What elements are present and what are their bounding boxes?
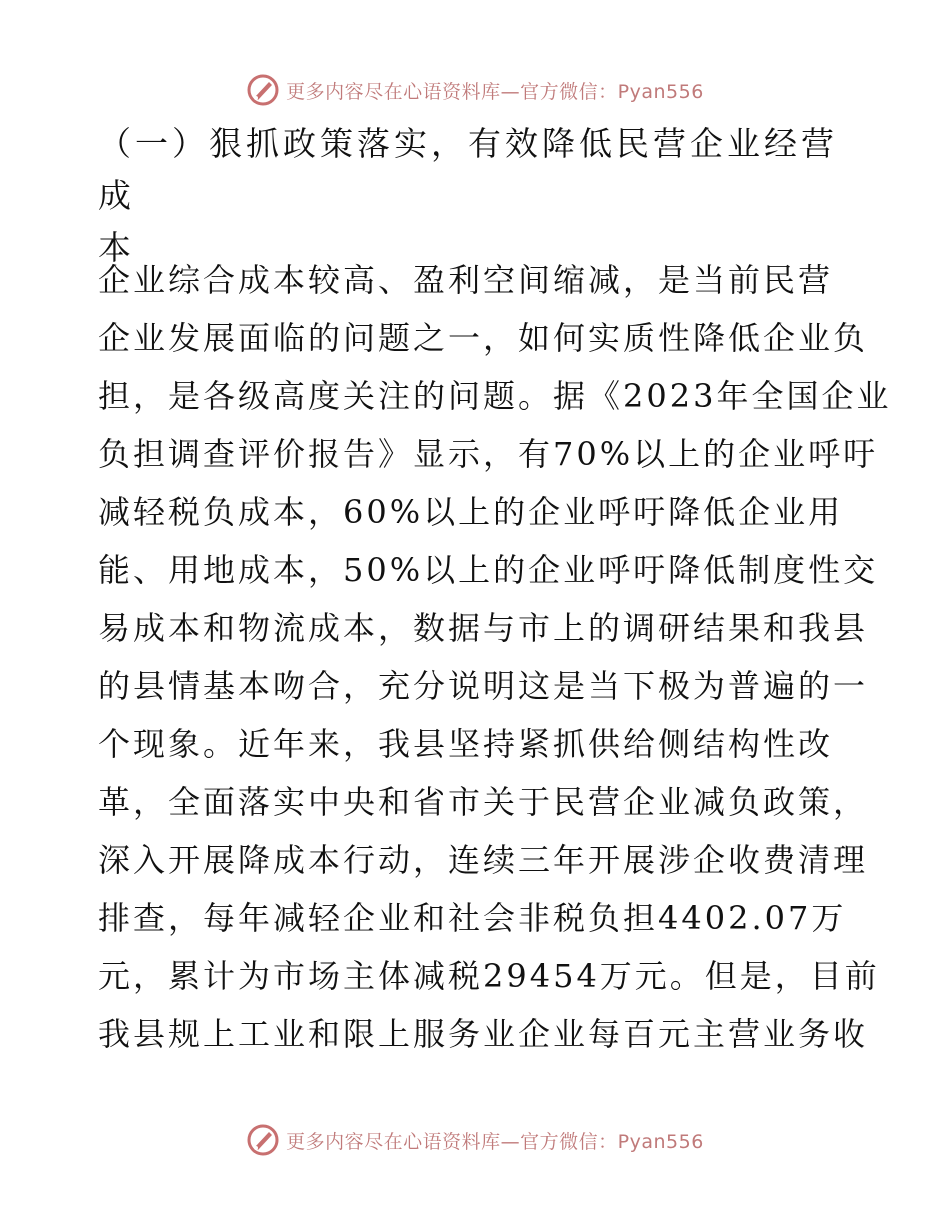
paragraph-line: 的县情基本吻合，充分说明这是当下极为普遍的一 (98, 667, 869, 705)
paragraph-line: 排查，每年减轻企业和社会非税负担4402.07万 (98, 899, 847, 937)
heading-line: （一）狠抓政策落实，有效降低民营企业经营成 (98, 124, 838, 215)
heading-line: 本 (98, 228, 135, 267)
paragraph-line: 易成本和物流成本，数据与市上的调研结果和我县 (98, 609, 869, 647)
paragraph-line: 减轻税负成本，60%以上的企业呼吁降低企业用 (98, 493, 844, 531)
watermark-text: 更多内容尽在心语资料库—官方微信：Pyan556 (286, 1130, 704, 1153)
section-heading (98, 118, 858, 274)
paragraph-line: 担，是各级高度关注的问题。据《2023年全国企业 (98, 377, 892, 415)
paragraph-line: 革，全面落实中央和省市关于民营企业减负政策， (98, 783, 869, 821)
watermark-footer (0, 1120, 950, 1160)
paragraph-line: 企业发展面临的问题之一，如何实质性降低企业负 (98, 319, 869, 357)
watermark-header (0, 70, 950, 110)
paragraph-line: 个现象。近年来，我县坚持紧抓供给侧结构性改 (98, 725, 834, 763)
pen-logo-icon (246, 1123, 280, 1157)
paragraph-line: 我县规上工业和限上服务业企业每百元主营业务收 (98, 1015, 869, 1053)
paragraph-line: 能、用地成本，50%以上的企业呼吁降低制度性交 (98, 551, 879, 589)
paragraph-line: 企业综合成本较高、盈利空间缩减，是当前民营 (98, 261, 834, 299)
paragraph-line: 负担调查评价报告》显示，有70%以上的企业呼吁 (98, 435, 879, 473)
paragraph-line: 元，累计为市场主体减税29454万元。但是，目前 (98, 957, 880, 995)
pen-logo-icon (246, 73, 280, 107)
paragraph-line: 深入开展降成本行动，连续三年开展涉企收费清理 (98, 841, 869, 879)
watermark-text: 更多内容尽在心语资料库—官方微信：Pyan556 (286, 80, 704, 103)
